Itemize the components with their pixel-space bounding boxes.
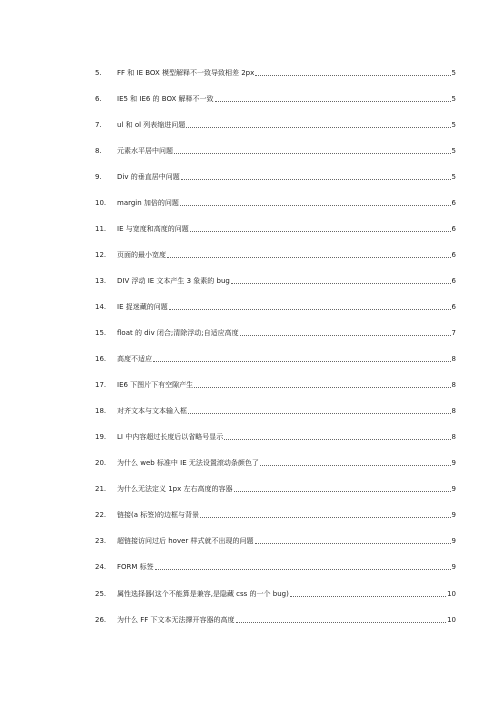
entry-page: 8 <box>451 433 456 441</box>
toc-entry[interactable] <box>95 93 456 105</box>
dot-leader <box>260 464 451 466</box>
entry-number: 7. <box>95 121 102 129</box>
dot-leader <box>236 621 447 623</box>
entry-number: 18. <box>95 407 107 415</box>
entry-page: 6 <box>451 277 456 285</box>
entry-page: 9 <box>451 459 456 467</box>
entry-page: 5 <box>451 69 456 77</box>
toc-entry[interactable] <box>95 353 456 365</box>
entry-number: 10. <box>95 199 107 207</box>
entry-title: ul 和 ol 列表缩进问题 <box>117 121 186 129</box>
entry-title: IE 与宽度和高度的问题 <box>117 225 189 233</box>
entry-number: 17. <box>95 381 107 389</box>
dot-leader <box>255 542 451 544</box>
entry-page: 5 <box>451 95 456 103</box>
entry-number: 16. <box>95 355 107 363</box>
dot-leader <box>200 516 451 518</box>
entry-title: 高度不适应 <box>117 355 152 363</box>
toc-entry[interactable] <box>95 197 456 209</box>
entry-page: 8 <box>451 355 456 363</box>
entry-title: margin 加倍的问题 <box>117 199 179 207</box>
dot-leader <box>167 256 451 258</box>
toc-entry[interactable] <box>95 119 456 131</box>
entry-page: 9 <box>451 485 456 493</box>
entry-number: 21. <box>95 485 107 493</box>
toc-entry[interactable] <box>95 483 456 495</box>
dot-leader <box>174 152 451 154</box>
entry-page: 6 <box>451 199 456 207</box>
dot-leader <box>231 282 451 284</box>
entry-number: 15. <box>95 329 107 337</box>
entry-title: 属性选择器(这个不能算是兼容,是隐藏 css 的一个 bug) <box>117 590 289 598</box>
dot-leader <box>290 595 446 597</box>
entry-number: 11. <box>95 225 107 233</box>
toc-entry[interactable] <box>95 145 456 157</box>
entry-number: 13. <box>95 277 107 285</box>
dot-leader <box>194 386 450 388</box>
toc-entry[interactable] <box>95 405 456 417</box>
entry-title: LI 中内容超过长度后以省略号显示 <box>117 433 224 441</box>
entry-title: 为什么 FF 下文本无法撑开容器的高度 <box>117 616 235 624</box>
dot-leader <box>180 204 451 206</box>
entry-number: 9. <box>95 173 102 181</box>
entry-title: float 的 div 闭合;清除浮动;自适应高度 <box>117 329 239 337</box>
entry-title: 为什么 web 标准中 IE 无法设置滚动条颜色了 <box>117 459 259 467</box>
entry-page: 6 <box>451 251 456 259</box>
entry-number: 19. <box>95 433 107 441</box>
entry-title: IE5 和 IE6 的 BOX 解释不一致 <box>117 95 214 103</box>
entry-number: 14. <box>95 303 107 311</box>
entry-number: 22. <box>95 511 107 519</box>
entry-page: 10 <box>447 590 456 598</box>
toc-entry[interactable] <box>95 588 456 600</box>
toc-entry[interactable] <box>95 223 456 235</box>
dot-leader <box>240 334 451 336</box>
entry-page: 6 <box>451 225 456 233</box>
entry-title: DIV 浮动 IE 文本产生 3 象素的 bug <box>117 277 230 285</box>
entry-number: 8. <box>95 147 102 155</box>
entry-page: 9 <box>451 537 456 545</box>
toc-entry[interactable] <box>95 561 456 573</box>
entry-title: 元素水平居中问题 <box>117 147 173 155</box>
entry-title: Div 的垂直居中问题 <box>117 173 180 181</box>
entry-page: 5 <box>451 173 456 181</box>
entry-number: 5. <box>95 69 102 77</box>
entry-title: IE6 下图片下有空隙产生 <box>117 381 194 389</box>
dot-leader <box>215 100 451 102</box>
entry-page: 5 <box>451 121 456 129</box>
entry-title: FORM 标签 <box>117 563 154 571</box>
toc-entry[interactable] <box>95 379 456 391</box>
entry-title: 对齐文本与文本输入框 <box>117 407 187 415</box>
entry-number: 12. <box>95 251 107 259</box>
entry-number: 25. <box>95 590 107 598</box>
toc-entry[interactable] <box>95 509 456 521</box>
dot-leader <box>255 74 450 76</box>
entry-number: 23. <box>95 537 107 545</box>
dot-leader <box>190 230 451 232</box>
toc-entry[interactable] <box>95 457 456 469</box>
toc-entry[interactable] <box>95 327 456 339</box>
entry-title: IE 捉迷藏的问题 <box>117 303 168 311</box>
dot-leader <box>186 126 450 128</box>
entry-page: 8 <box>451 407 456 415</box>
toc-entry[interactable] <box>95 249 456 261</box>
entry-page: 5 <box>451 147 456 155</box>
dot-leader <box>234 490 451 492</box>
toc-entry[interactable] <box>95 171 456 183</box>
entry-number: 24. <box>95 563 107 571</box>
dot-leader <box>188 412 451 414</box>
entry-page: 6 <box>451 303 456 311</box>
dot-leader <box>153 360 451 362</box>
entry-number: 20. <box>95 459 107 467</box>
entry-title: 为什么无法定义 1px 左右高度的容器 <box>117 485 233 493</box>
entry-number: 26. <box>95 616 107 624</box>
dot-leader <box>224 438 450 440</box>
toc-entry[interactable] <box>95 614 456 626</box>
entry-title: 超链接访问过后 hover 样式就不出现的问题 <box>117 537 254 545</box>
entry-page: 9 <box>451 563 456 571</box>
entry-page: 8 <box>451 381 456 389</box>
entry-title: FF 和 IE BOX 模型解释不一致导致相差 2px <box>117 69 255 77</box>
toc-entry[interactable] <box>95 275 456 287</box>
entry-page: 7 <box>451 329 456 337</box>
entry-page: 10 <box>447 616 456 624</box>
toc-entry[interactable] <box>95 67 456 79</box>
dot-leader <box>169 308 451 310</box>
dot-leader <box>181 178 451 180</box>
entry-page: 9 <box>451 511 456 519</box>
toc-entry[interactable] <box>95 301 456 313</box>
toc-entry[interactable] <box>95 535 456 547</box>
toc-entry[interactable] <box>95 431 456 443</box>
entry-number: 6. <box>95 95 102 103</box>
entry-title: 页面的最小宽度 <box>117 251 166 259</box>
entry-title: 链接(a 标签)的边框与背景 <box>117 511 199 519</box>
dot-leader <box>155 568 451 570</box>
